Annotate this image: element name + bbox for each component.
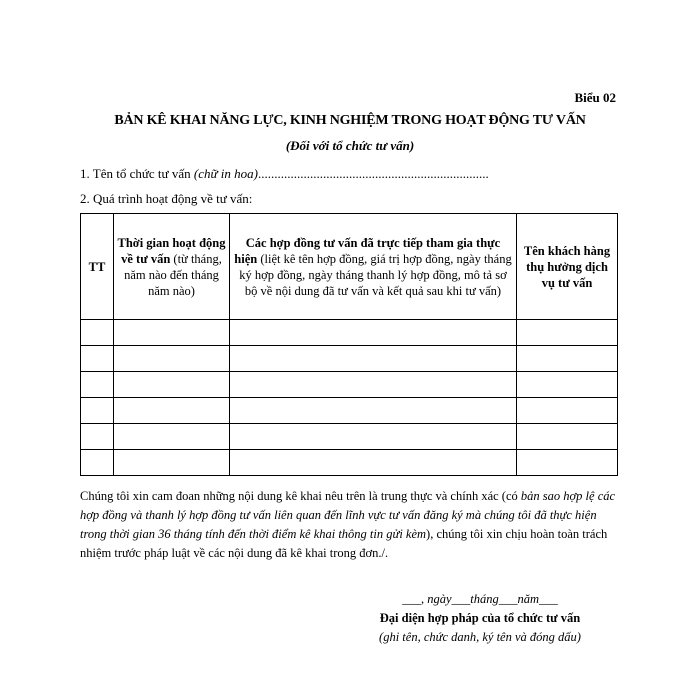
signature-block: [330, 590, 630, 646]
table-cell[interactable]: [230, 320, 517, 346]
table-cell[interactable]: [517, 346, 618, 372]
header-contracts: Các hợp đồng tư vấn đã trực tiếp tham gia thực hiện (liệt kê tên hợp đồng, giá trị hợp đồng, ngày tháng ký hợp đồng, ngày tháng thanh lý hợp đồng, mô tả sơ bộ về nội dung đã tư vấn và kết quả sau khi tư vấn): [230, 214, 517, 320]
table-row: [81, 320, 618, 346]
signature-note: (ghi tên, chức danh, ký tên và đóng dấu): [379, 630, 581, 644]
signature-title: Đại diện hợp pháp của tổ chức tư vấn: [379, 611, 581, 625]
table-cell[interactable]: [114, 398, 230, 424]
table-row: [81, 346, 618, 372]
table-cell[interactable]: [517, 372, 618, 398]
table-row: [81, 398, 618, 424]
table-cell[interactable]: [114, 346, 230, 372]
signature-date-line: ___, ngày___tháng___năm___: [402, 592, 558, 606]
organization-name-line: [80, 166, 489, 182]
table-cell[interactable]: [517, 398, 618, 424]
table-cell[interactable]: [114, 320, 230, 346]
header-tt: TT: [81, 214, 114, 320]
table-row: [81, 424, 618, 450]
table-cell[interactable]: [517, 320, 618, 346]
document-title: BẢN KÊ KHAI NĂNG LỰC, KINH NGHIỆM TRONG HOẠT ĐỘNG TƯ VẤN: [114, 113, 586, 128]
table-cell[interactable]: [81, 424, 114, 450]
document-subtitle: (Đối với tổ chức tư vấn): [285, 138, 415, 153]
table-cell[interactable]: [81, 372, 114, 398]
table-cell[interactable]: [81, 398, 114, 424]
table-cell[interactable]: [517, 424, 618, 450]
table-cell[interactable]: [230, 346, 517, 372]
table-cell[interactable]: [230, 398, 517, 424]
table-cell[interactable]: [230, 372, 517, 398]
table-header-row: [81, 214, 618, 320]
table-cell[interactable]: [114, 372, 230, 398]
table-cell[interactable]: [517, 450, 618, 476]
table-body: [81, 320, 618, 476]
form-code: Biểu 02: [574, 90, 616, 105]
table-cell[interactable]: [114, 450, 230, 476]
activity-history-table: [80, 213, 618, 476]
activity-history-label: 2. Quá trình hoạt động về tư vấn:: [80, 191, 253, 206]
organization-name-hint: (chữ in hoa): [193, 166, 258, 181]
table-cell[interactable]: [81, 450, 114, 476]
commitment-statement: Chúng tôi xin cam đoan những nội dung kê khai nêu trên là trung thực và chính xác (có bản sao hợp lệ các hợp đồng và thanh lý hợp đồng tư vấn liên quan đến lĩnh vực tư vấn đăng ký mà chúng tôi đã thực hiện trong thời gian 36 tháng tính đến thời điểm kê khai thông tin gửi kèm), chúng tôi xin chịu hoàn toàn trách nhiệm trước pháp luật về các nội dung đã kê khai trong đơn./.: [80, 489, 616, 560]
table-cell[interactable]: [230, 424, 517, 450]
table-row: [81, 450, 618, 476]
table-cell[interactable]: [81, 346, 114, 372]
table-cell[interactable]: [230, 450, 517, 476]
organization-name-fill-dots: .......................................................................: [258, 166, 489, 181]
table-cell[interactable]: [114, 424, 230, 450]
organization-name-label: 1. Tên tổ chức tư vấn: [80, 166, 194, 181]
header-period: Thời gian hoạt động về tư vấn (từ tháng, năm nào đến tháng năm nào): [114, 214, 230, 320]
header-client: Tên khách hàng thụ hưởng dịch vụ tư vấn: [517, 214, 618, 320]
table-cell[interactable]: [81, 320, 114, 346]
table-row: [81, 372, 618, 398]
